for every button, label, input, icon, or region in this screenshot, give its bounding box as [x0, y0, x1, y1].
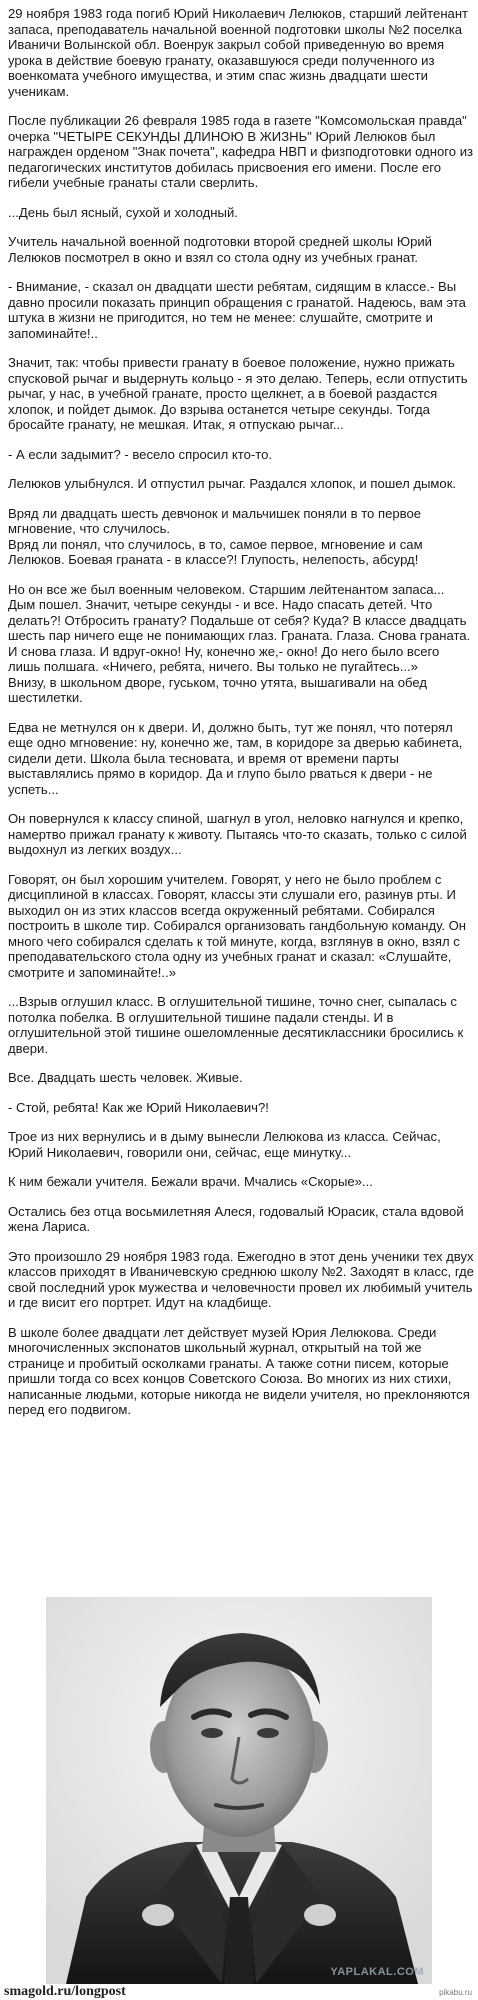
watermark: YAPLAKAL.COM [330, 1966, 424, 1978]
paragraph: Трое из них вернулись и в дыму вынесли Лелюкова из класса. Сейчас, Юрий Николаевич, говорили они, сейчас, еще минутку... [8, 1129, 441, 1160]
paragraph: К ним бежали учителя. Бежали врачи. Мчались «Скорые»... [8, 1174, 373, 1189]
paragraph: Учитель начальной военной подготовки второй средней школы Юрий Лелюков посмотрел в окно и взял со стола одну из учебных гранат. [8, 234, 432, 265]
paragraph: Лелюков улыбнулся. И отпустил рычаг. Раздался хлопок, и пошел дымок. [8, 476, 457, 491]
paragraph: ...День был ясный, сухой и холодный. [8, 204, 238, 220]
paragraph: Вряд ли двадцать шесть девчонок и мальчишек поняли в то первое мгновение, что случилось. Вряд ли понял, что случилось, в то, самое первое, мгновение и сам Лелюков. Боевая граната - в классе?! Глупость, нелепость, абсурд! [8, 505, 423, 567]
paragraph: Едва не метнулся он к двери. И, должно быть, тут же понял, что потерял еще одно мгновение: ну, конечно же, там, в коридоре за дверью кабинета, сидели дети. Школа была тесновата, и время от времени парты выставлялись прямо в коридор. Да и глупо было рваться к двери - не успеть... [8, 719, 463, 797]
paragraph: - Стой, ребята! Как же Юрий Николаевич?! [8, 1099, 269, 1115]
paragraph: Значит, так: чтобы привести гранату в боевое положение, нужно прижать спусковой рычаг и выдернуть кольцо - я это делаю. Теперь, если отпустить рычаг, у нас, в учебной гранате, просто щелкнет, а в боевой раздастся хлопок, и пойдет дымок. До взрыва останется четыре секунды. Тогда бросайте гранату, не мешкая. Итак, я отпускаю рычаг... [8, 355, 468, 432]
portrait-photo [46, 1597, 432, 1984]
paragraph: Но он все же был военным человеком. Старшим лейтенантом запаса... Дым пошел. Значит, четыре секунды - и все. Надо спасать детей. Что делать?! Отбросить гранату? Подальше от себя? Куда? В классе двадцать шесть пар ничего еще не понимающих глаз. Граната. Глаза. Снова граната. И снова глаза. И вдруг-окно! Ну, конечно же,- окно! До него было всего лишь полшага. «Ничего, ребята, ничего. Вы только не пугайтесь...» Внизу, в школьном дворе, гуськом, точно утята, вышагивали на обед шестилетки. [8, 581, 471, 705]
paragraph: - А если задымит? - весело спросил кто-то. [8, 446, 273, 462]
source-link[interactable]: smagold.ru/longpost [4, 1984, 126, 1999]
paragraph: Остались без отца восьмилетняя Алеся, годовалый Юрасик, стала вдовой жена Лариса. [8, 1203, 464, 1234]
paragraph: После публикации 26 февраля 1985 года в газете "Комсомольская правда" очерка "ЧЕТЫРЕ СЕКУНДЫ ДЛИНОЮ В ЖИЗНЬ" Юрий Лелюков был награжден орденом "Знак почета", кафедра НВП и физподготовки одного из педагогических институтов добилась присвоения его имени. После его гибели учебные гранаты стали сверлить. [8, 113, 474, 190]
pikabu-watermark: pikabu.ru [439, 1988, 472, 1997]
footer [4, 1984, 478, 2000]
paragraph: - Внимание, - сказал он двадцати шести ребятам, сидящим в классе.- Вы давно просили показать принцип обращения с гранатой. Надеюсь, вам эта штука в жизни не пригодится, но тем не менее: слушайте, смотрите и запоминайте!.. [8, 279, 466, 341]
paragraph: В школе более двадцати лет действует музей Юрия Лелюкова. Среди многочисленных экспонатов школьный журнал, открытый на той же странице и пробитый осколками гранаты. А также сотни писем, которые пришли тогда со всех концов Советского Союза. Во многих из них стихи, написанные людьми, которые никогда не видели учителя, но преклоняются перед его подвигом. [8, 1324, 470, 1417]
paragraph: Все. Двадцать шесть человек. Живые. [8, 1070, 243, 1085]
portrait-illustration [46, 1597, 432, 1984]
paragraph: Это произошло 29 ноября 1983 года. Ежегодно в этот день ученики тех двух классов приходят в Иваничевскую среднюю школу №2. Заходят в класс, где свой последний урок мужества и человечности провел их любимый учитель и где висит его портрет. Идут на кладбище. [8, 1248, 474, 1310]
article-body [8, 6, 474, 1432]
paragraph: 29 ноября 1983 года погиб Юрий Николаевич Лелюков, старший лейтенант запаса, преподаватель начальной военной подготовки школы №2 поселка Иваничи Волынской обл. Военрук закрыл собой приведенную во время урока в действие боевую гранату, оказавшуюся среди полученного из военкомата учебного имущества, и этим спас жизнь двадцати шести ученикам. [8, 6, 469, 99]
paragraph: Говорят, он был хорошим учителем. Говорят, у него не было проблем с дисциплиной в классах. Говорят, классы эти слушали его, разинув рты. И выходил он из этих классов всегда окруженный ребятами. Собирался построить в школе тир. Собирался организовать гандбольную команду. Он много чего собирался сделать к той минуте, когда, взглянув в окно, взял с преподавательского стола одну из учебных гранат и сказал: «Слушайте, смотрите и запоминайте!..» [8, 871, 467, 980]
paragraph: Он повернулся к классу спиной, шагнул в угол, неловко нагнулся и крепко, намертво прижал гранату к животу. Пытаясь что-то сказать, только с силой выдохнул из легких воздух... [8, 811, 467, 857]
paragraph: ...Взрыв оглушил класс. В оглушительной тишине, точно снег, сыпалась с потолка побелка. В оглушительной тишине падали стенды. И в оглушительной этой тишине ошеломленные десятиклассники бросились к двери. [8, 994, 464, 1056]
